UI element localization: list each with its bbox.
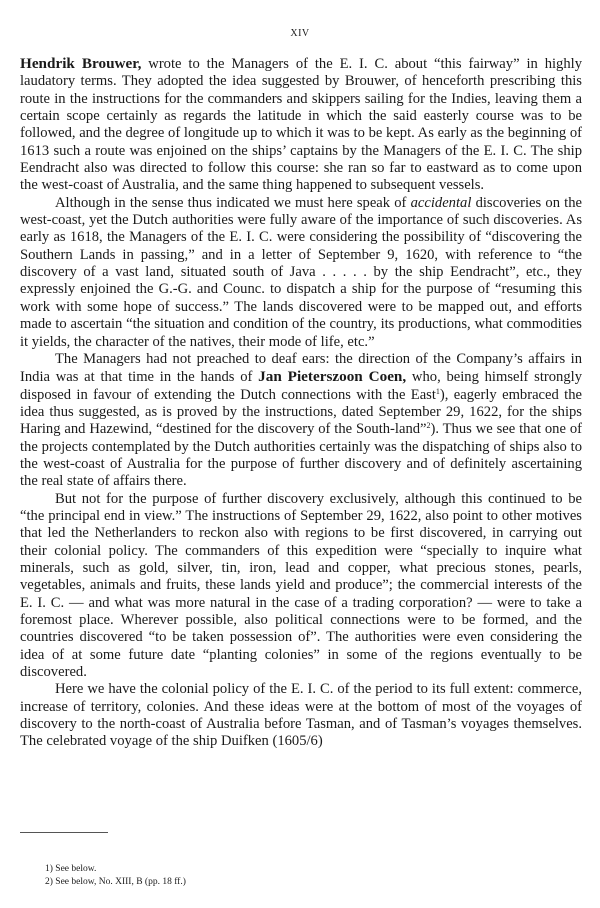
paragraph-5 [20, 681, 582, 750]
footnote-1: 1) See below. [45, 864, 97, 874]
footnote-ref-2[interactable]: 2 [426, 421, 431, 431]
paragraph-text: who, being himself strongly disposed in favour of extending the Dutch connections with the East [20, 369, 582, 403]
paragraph-text: ), eagerly embraced the idea thus suggested, as is proved by the instructions, dated September 29, 1622, for the ships Haring and Hazewind, “destined for the discovery of the South-land” [20, 386, 582, 438]
footnotes [45, 863, 186, 889]
footnote-ref-1[interactable]: 1 [435, 386, 440, 396]
footnote-divider [20, 832, 108, 833]
body-text [20, 55, 582, 751]
paragraph-text: wrote to the Managers of the E. I. C. about “this fairway” in highly laudatory terms. They adopted the idea suggested by Brouwer, of henceforth prescribing this route in the instructions for the commanders and skippers sailing for the Indies, leaving them a certain scope certainly as regards the latitude in which the said easterly course was to be followed, and the degree of longitude up to which it was to be kept. As early as the beginning of 1613 such a route was enjoined on the ships’ captains by the Managers of the E. I. C. The ship Eendracht also was directed to follow this course: she ran so far to eastward as to come upon the west-coast of Australia, and the same thing happened to subsequent vessels. [20, 56, 582, 194]
paragraph-2 [20, 195, 582, 351]
person-name-coen: Jan Pieterszoon Coen, [258, 368, 407, 386]
paragraph-text: Although in the sense thus indicated we must here speak of [55, 194, 411, 211]
paragraph-text: The Managers had not preached to deaf ears: the direction of the Company’s affairs in India was at that time in the hands of [20, 350, 582, 386]
footnote-2: 2) See below, No. XIII, B (pp. 18 ff.) [45, 877, 186, 887]
paragraph-4 [20, 491, 582, 682]
paragraph-3 [20, 351, 582, 491]
page-number: XIV [290, 28, 310, 39]
paragraph-text: ). Thus we see that one of the projects contemplated by the Dutch authorities certainly was the dispatching of ships also to the west-coast of Australia for the purpose of further discovery and of definitely ascertaining the real state of affairs there. [20, 421, 582, 490]
paragraph-text: But not for the purpose of further discovery exclusively, although this continued to be “the principal end in view.” The instructions of September 29, 1622, also point to other motives that led the Netherlanders to reckon also with regions to be first discovered, in carrying out their colonial policy. The commanders of this expedition were “specially to inquire what minerals, such as gold, silver, tin, iron, lead and copper, what precious stones, pearls, vegetables, animals and fruits, these lands yield and produce”; the commercial interests of the E. I. C. — and what was more natural in the case of a trading corporation? — were to take a foremost place. Wherever possible, also political connections were to be formed, and the countries discovered “to be taken possession of”. The authorities were even considering the idea of at some future date “planting colonies” in some of the regions eventually to be discovered. [20, 490, 582, 681]
person-name-brouwer: Hendrik Brouwer, [20, 55, 142, 72]
paragraph-text: discoveries on the west-coast, yet the Dutch authorities were fully aware of the importance of such discoveries. As early as 1618, the Managers of the E. I. C. were considering the possibility of “discovering the Southern Lands in passing,” and in a letter of September 9, 1620, with reference to “the discovery of a vast land, situated south of Java . . . . . by the ship Eendracht”, etc., they expressly enjoined the G.-G. and Counc. to dispatch a ship for the purpose of “resuming this work with some hope of success.” The lands discovered were to be mapped out, and efforts made to ascertain “the situation and condition of the country, its productions, what commodities it yields, the character of the natives, their mode of life, etc.” [20, 194, 582, 350]
paragraph-1 [20, 55, 582, 195]
emphasis-accidental: accidental [410, 194, 472, 211]
paragraph-text: Here we have the colonial policy of the E. I. C. of the period to its full extent: commerce, increase of territory, colonies. And these ideas were at the bottom of most of the voyages of discovery to the north-coast of Australia before Tasman, and of Tasman’s voyages themselves. The celebrated voyage of the ship Duifken (1605/6) [20, 681, 582, 750]
